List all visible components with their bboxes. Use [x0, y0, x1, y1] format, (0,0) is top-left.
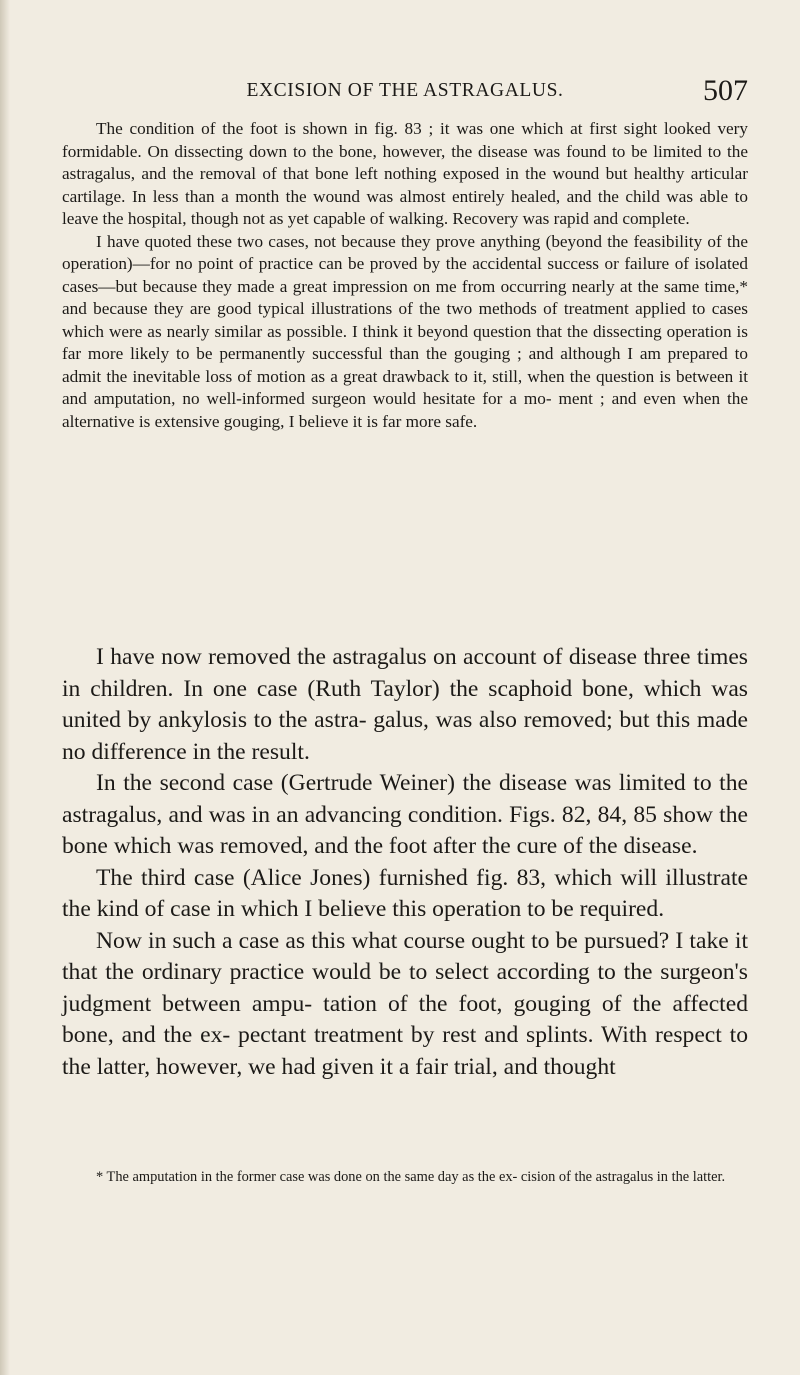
- small-type-section: [62, 118, 748, 433]
- paragraph: The condition of the foot is shown in fig. 83 ; it was one which at first sight looked very formidable. On dissecting down to the bone, however, the disease was found to be limited to the astragalus, and the removal of that bone left nothing exposed in the wound but healthy articular cartilage. In less than a month the wound was almost entirely healed, and the child was able to leave the hospital, though not as yet capable of walking. Recovery was rapid and complete.: [62, 119, 748, 228]
- large-type-section: [62, 642, 748, 1083]
- page-number: 507: [703, 74, 748, 107]
- paragraph: I have now removed the astragalus on account of disease three times in children. In one case (Ruth Taylor) the scaphoid bone, which was united by ankylosis to the astra- galus, was also removed; but this made no difference in the result.: [62, 644, 748, 765]
- paragraph: The third case (Alice Jones) furnished fig. 83, which will illustrate the kind of case in which I believe this operation to be required.: [62, 864, 748, 922]
- binding-shadow: [0, 0, 10, 1375]
- running-title: EXCISION OF THE ASTRAGALUS.: [246, 80, 564, 101]
- paragraph: In the second case (Gertrude Weiner) the disease was limited to the astragalus, and was in an advancing condition. Figs. 82, 84, 85 show the bone which was removed, and the foot after the cure of the disease.: [62, 770, 748, 859]
- paragraph: Now in such a case as this what course ought to be pursued? I take it that the ordinary practice would be to select according to the surgeon's judgment between ampu- tation of the foot, gouging of the affected bone, and the ex- pectant treatment by rest and splints. With respect to the latter, however, we had given it a fair trial, and thought: [62, 927, 748, 1080]
- footnote-text: * The amputation in the former case was done on the same day as the ex- cision of the astragalus in the latter.: [96, 1169, 726, 1185]
- running-head: [62, 76, 748, 112]
- paragraph: I have quoted these two cases, not because they prove anything (beyond the feasibility of the operation)—for no point of practice can be proved by the accidental success or failure of isolated cases—but because they made a great impression on me from occurring nearly at the same time,* and because they are good typical illustrations of the two methods of treatment applied to cases which were as nearly similar as possible. I think it beyond question that the dissecting operation is far more likely to be permanently successful than the gouging ; and although I am prepared to admit the inevitable loss of motion as a great drawback to it, still, when the question is between it and amputation, no well-informed surgeon would hesitate for a mo- ment ; and even when the alternative is extensive gouging, I believe it is far more safe.: [62, 231, 748, 431]
- footnote: [62, 1167, 748, 1187]
